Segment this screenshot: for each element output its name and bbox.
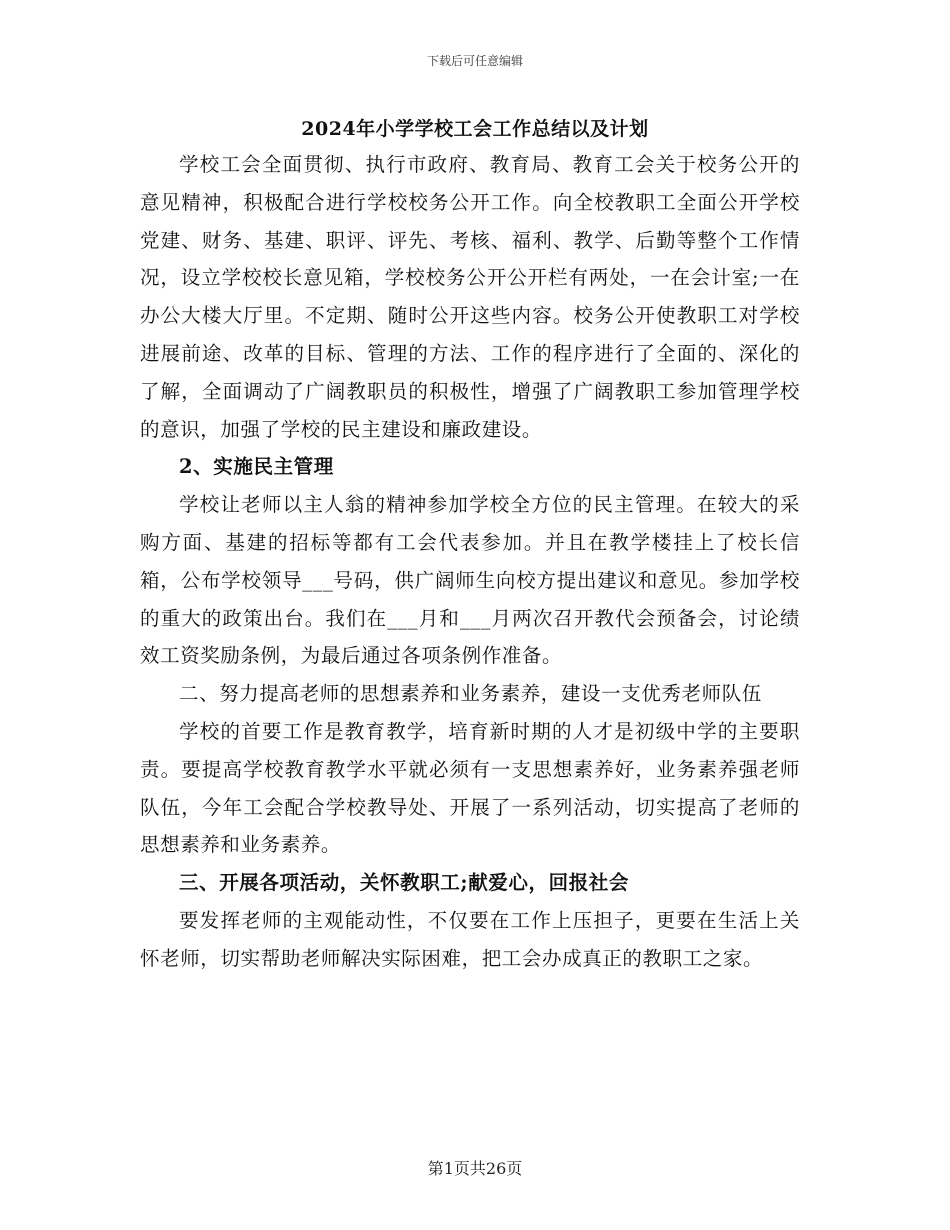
- document-title: 2024年小学学校工会工作总结以及计划: [301, 118, 649, 140]
- page-indicator: 第1页共26页: [427, 1159, 523, 1178]
- document-body: [140, 146, 800, 978]
- paragraph-teacher-quality: 学校的首要工作是教育教学，培育新时期的人才是初级中学的主要职责。要提高学校教育教学水平就必须有一支思想素养好，业务素养强老师队伍，今年工会配合学校教导处、开展了一系列活动，切实提高了老师的思想素养和业务素养。: [140, 719, 800, 857]
- paragraph-activities: 要发挥老师的主观能动性，不仅要在工作上压担子，更要在生活上关怀老师，切实帮助老师解决实际困难，把工会办成真正的教职工之家。: [140, 908, 800, 970]
- section-heading-democratic-management: 2、实施民主管理: [179, 455, 334, 479]
- paragraph-campus-affairs: 学校工会全面贯彻、执行市政府、教育局、教育工会关于校务公开的意见精神，积极配合进行学校校务公开工作。向全校教职工全面公开学校党建、财务、基建、职评、评先、考核、福利、教学、后勤等整个工作情况，设立学校校长意见箱，学校校务公开公开栏有两处，一在会计室;一在办公大楼大厅里。不定期、随时公开这些内容。校务公开使教职工对学校进展前途、改革的目标、管理的方法、工作的程序进行了全面的、深化的了解，全面调动了广阔教职员的积极性，增强了广阔教职工参加管理学校的意识，加强了学校的民主建设和廉政建设。: [140, 153, 800, 441]
- paragraph-democratic-management: 学校让老师以主人翁的精神参加学校全方位的民主管理。在较大的采购方面、基建的招标等都有工会代表参加。并且在教学楼挂上了校长信箱，公布学校领导___号码，供广阔师生向校方提出建议和意见。参加学校的重大的政策出台。我们在___月和___月两次召开教代会预备会，讨论绩效工资奖励条例，为最后通过各项条例作准备。: [140, 493, 800, 668]
- section-heading-activities: 三、开展各项活动，关怀教职工;献爱心，回报社会: [179, 871, 629, 895]
- section-heading-teacher-quality: 二、努力提高老师的思想素养和业务素养，建设一支优秀老师队伍: [179, 682, 762, 706]
- header-note: 下载后可任意编辑: [426, 54, 523, 68]
